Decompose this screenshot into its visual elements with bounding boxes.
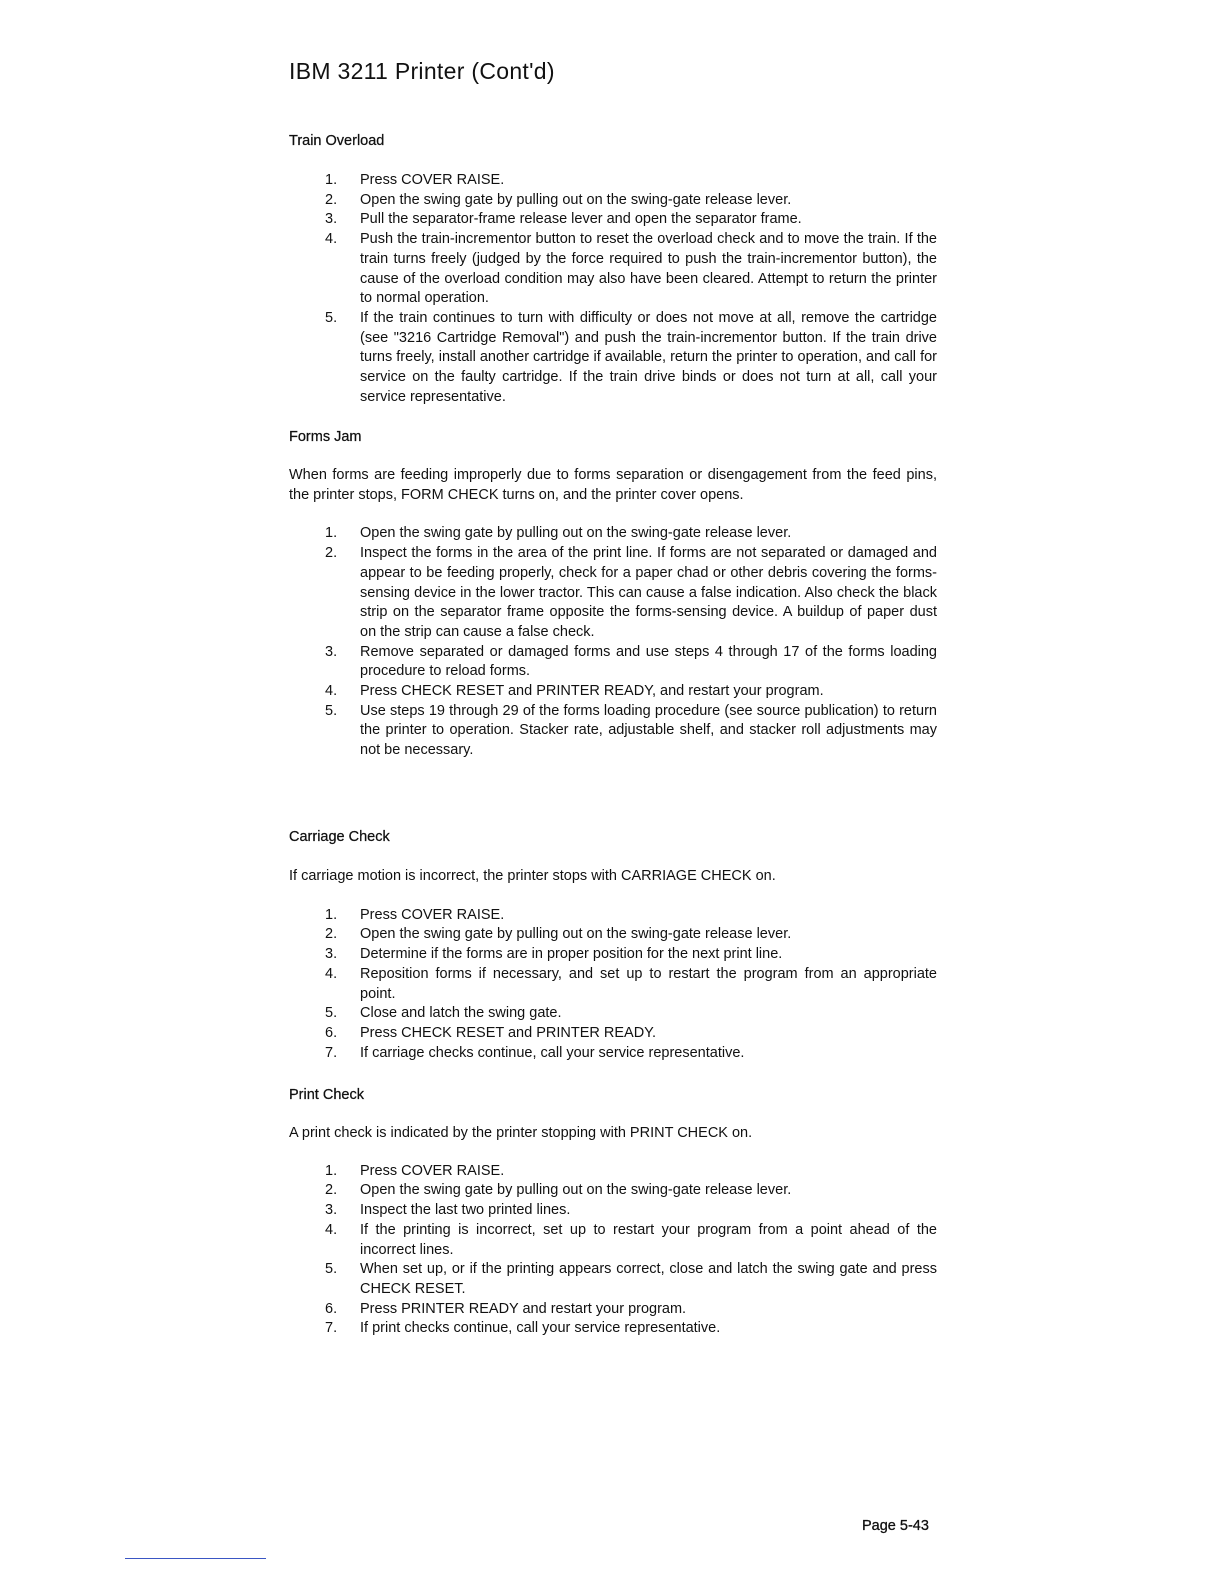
step-list bbox=[289, 906, 937, 1064]
step-text: Close and latch the swing gate. bbox=[360, 1005, 562, 1022]
step-item bbox=[289, 1024, 937, 1044]
step-text: If the printing is incorrect, set up to restart your program from a point ahead of the incorrect lines. bbox=[360, 1221, 937, 1258]
step-item bbox=[289, 1300, 937, 1320]
step-number: 5. bbox=[325, 1261, 338, 1278]
step-item bbox=[289, 1044, 937, 1064]
step-number: 1. bbox=[325, 906, 338, 923]
step-text: Press CHECK RESET and PRINTER READY, and restart your program. bbox=[360, 683, 824, 700]
step-number: 7. bbox=[325, 1044, 338, 1061]
step-number: 4. bbox=[325, 683, 338, 700]
step-item bbox=[289, 1162, 937, 1182]
step-item bbox=[289, 309, 937, 408]
step-number: 2. bbox=[325, 191, 338, 208]
step-text: When set up, or if the printing appears correct, close and latch the swing gate and press CHECK RESET. bbox=[360, 1261, 937, 1297]
step-number: 5. bbox=[325, 702, 338, 719]
step-text: Press CHECK RESET and PRINTER READY. bbox=[360, 1024, 656, 1041]
step-number: 5. bbox=[325, 1005, 338, 1022]
step-number: 3. bbox=[325, 643, 338, 660]
step-item bbox=[289, 925, 937, 945]
section-heading: Train Overload bbox=[289, 133, 385, 149]
step-text: Determine if the forms are in proper position for the next print line. bbox=[360, 946, 783, 963]
step-number: 6. bbox=[325, 1024, 338, 1041]
step-number: 6. bbox=[325, 1300, 338, 1317]
step-number: 3. bbox=[325, 946, 338, 963]
step-item bbox=[289, 1260, 937, 1299]
step-item bbox=[289, 524, 937, 544]
step-item bbox=[289, 1201, 937, 1221]
step-text: Reposition forms if necessary, and set up to restart the program from an appropriate point. bbox=[360, 965, 937, 1002]
step-number: 3. bbox=[325, 1202, 338, 1219]
page-title: IBM 3211 Printer (Cont'd) bbox=[289, 58, 555, 84]
section-heading: Print Check bbox=[289, 1087, 364, 1103]
step-item bbox=[289, 945, 937, 965]
step-item bbox=[289, 230, 937, 309]
step-text: Press COVER RAISE. bbox=[360, 1162, 505, 1179]
step-text: Press PRINTER READY and restart your program. bbox=[360, 1300, 687, 1317]
section-intro: A print check is indicated by the printer stopping with PRINT CHECK on. bbox=[289, 1125, 753, 1141]
step-number: 3. bbox=[325, 211, 338, 228]
page-number: Page 5-43 bbox=[862, 1518, 929, 1534]
step-text: Remove separated or damaged forms and use steps 4 through 17 of the forms loading procedure to reload forms. bbox=[360, 643, 937, 680]
step-item bbox=[289, 1181, 937, 1201]
step-item bbox=[289, 1221, 937, 1260]
section-print-check bbox=[289, 1085, 937, 1339]
step-item bbox=[289, 191, 937, 211]
section-intro: If carriage motion is incorrect, the printer stops with CARRIAGE CHECK on. bbox=[289, 868, 776, 884]
step-text: If the train continues to turn with difficulty or does not move at all, remove the cartridge (see "3216 Cartridge Removal") and push the train-incrementor button. If the train drive turns freely, install another cartridge if available, return the printer to operation, and call for service on the faulty cartridge. If the train drive binds or does not turn at all, call your service representative. bbox=[360, 309, 937, 405]
step-number: 4. bbox=[325, 231, 338, 248]
footer-divider bbox=[125, 1558, 266, 1559]
step-number: 2. bbox=[325, 545, 338, 562]
step-item bbox=[289, 1319, 937, 1339]
step-number: 1. bbox=[325, 172, 338, 188]
step-item bbox=[289, 544, 937, 643]
step-list bbox=[289, 1162, 937, 1339]
step-item bbox=[289, 906, 937, 926]
step-list bbox=[289, 524, 937, 760]
step-number: 4. bbox=[325, 965, 338, 982]
step-text: Press COVER RAISE. bbox=[360, 172, 505, 188]
step-text: Pull the separator-frame release lever and open the separator frame. bbox=[360, 211, 802, 228]
step-item bbox=[289, 702, 937, 761]
section-forms-jam bbox=[289, 427, 937, 761]
step-number: 2. bbox=[325, 926, 338, 943]
step-number: 2. bbox=[325, 1182, 338, 1199]
step-text: If carriage checks continue, call your service representative. bbox=[360, 1044, 745, 1061]
step-item bbox=[289, 210, 937, 230]
section-train-overload bbox=[289, 131, 937, 407]
step-item bbox=[289, 171, 937, 191]
step-text: Inspect the last two printed lines. bbox=[360, 1202, 571, 1219]
step-item bbox=[289, 965, 937, 1004]
step-number: 5. bbox=[325, 309, 338, 326]
step-item bbox=[289, 1004, 937, 1024]
step-item bbox=[289, 643, 937, 682]
step-number: 1. bbox=[325, 1162, 338, 1179]
step-item bbox=[289, 682, 937, 702]
step-number: 1. bbox=[325, 525, 338, 542]
step-text: Press COVER RAISE. bbox=[360, 906, 505, 923]
section-intro: When forms are feeding improperly due to forms separation or disengagement from the feed pins, the printer stops, FORM CHECK turns on, and the printer cover opens. bbox=[289, 467, 937, 503]
step-number: 4. bbox=[325, 1221, 338, 1238]
step-text: Inspect the forms in the area of the print line. If forms are not separated or damaged and appear to be feeding properly, check for a paper chad or other debris covering the forms-sensing device in the lower tractor. This can cause a false indication. Also check the black strip on the separator frame opposite the forms-sensing device. A buildup of paper dust on the strip can cause a false check. bbox=[360, 545, 937, 640]
step-text: Push the train-incrementor button to reset the overload check and to move the train. If the train turns freely (judged by the force required to push the train-incrementor button), the cause of the overload condition may also have been cleared. Attempt to return the printer to normal operation. bbox=[360, 231, 937, 307]
step-text: Open the swing gate by pulling out on the swing-gate release lever. bbox=[360, 191, 792, 208]
step-text: Open the swing gate by pulling out on the swing-gate release lever. bbox=[360, 1182, 792, 1199]
step-text: If print checks continue, call your service representative. bbox=[360, 1320, 721, 1337]
step-text: Open the swing gate by pulling out on the swing-gate release lever. bbox=[360, 926, 792, 943]
step-text: Use steps 19 through 29 of the forms loading procedure (see source publication) to return the printer to operation. Stacker rate, adjustable shelf, and stacker roll adjustments may not be necessary. bbox=[360, 702, 937, 759]
step-text: Open the swing gate by pulling out on the swing-gate release lever. bbox=[360, 525, 792, 542]
section-heading: Carriage Check bbox=[289, 829, 390, 845]
step-number: 7. bbox=[325, 1320, 338, 1337]
section-carriage-check bbox=[289, 827, 937, 1063]
step-list bbox=[289, 171, 937, 407]
section-heading: Forms Jam bbox=[289, 429, 362, 445]
